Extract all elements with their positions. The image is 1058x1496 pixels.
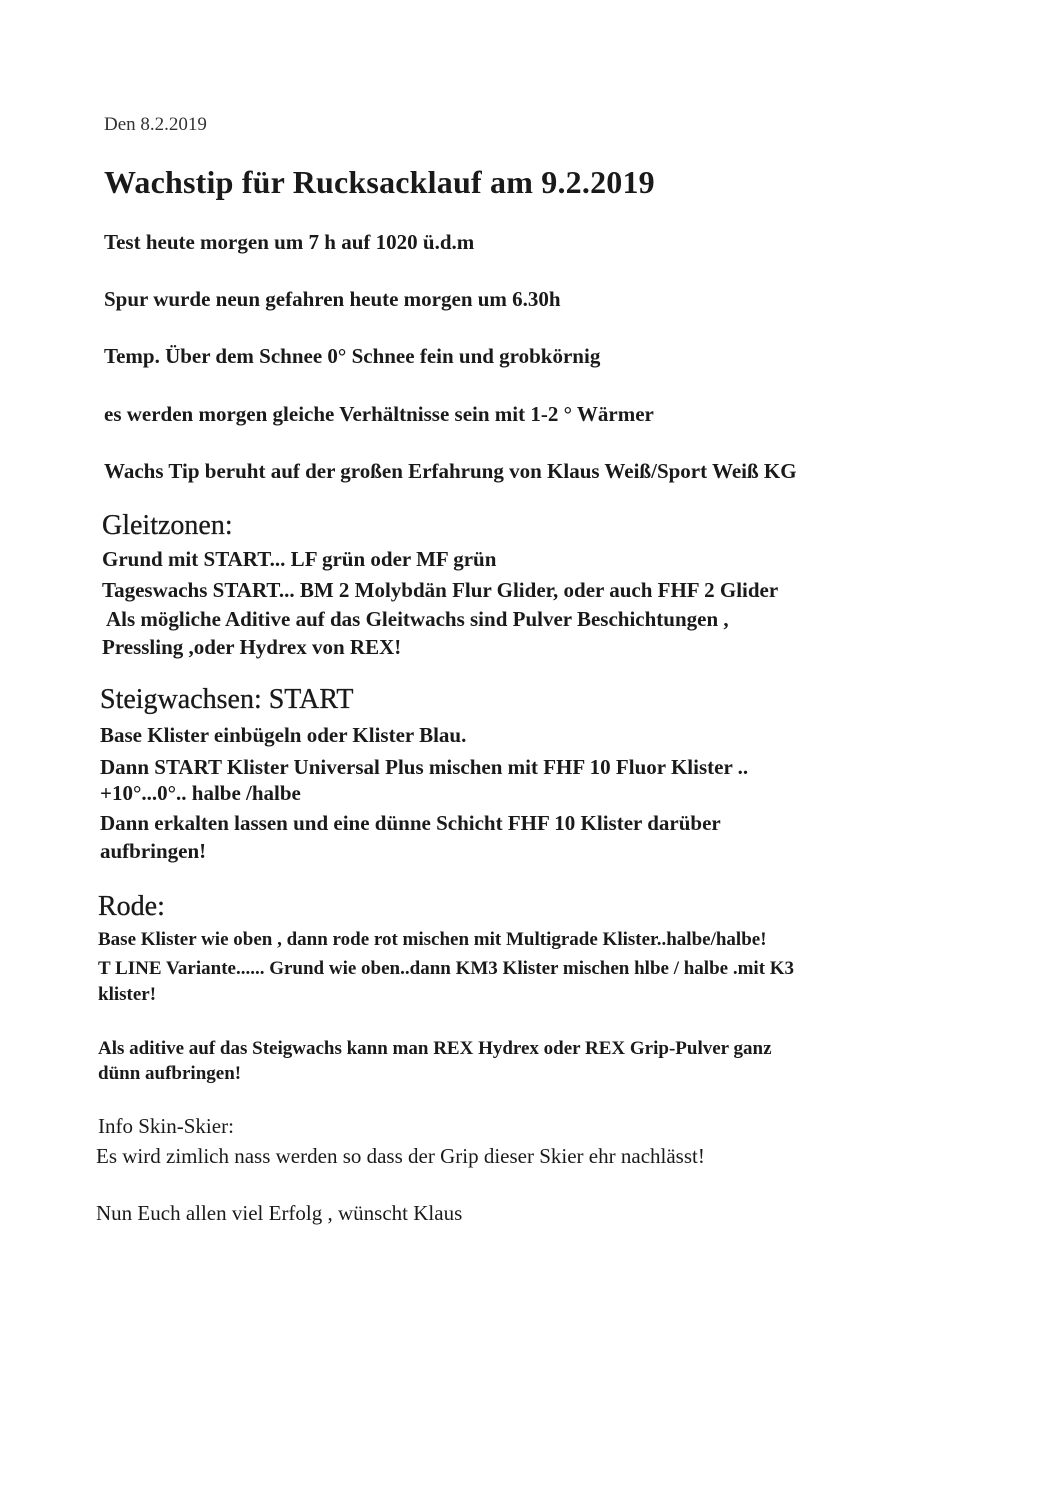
gleitzonen-line: Tageswachs START... BM 2 Molybdän Flur Glider, oder auch FHF 2 Glider bbox=[102, 578, 779, 602]
steigwachsen-line: aufbringen! bbox=[100, 839, 207, 863]
gleitzonen-line: Als mögliche Aditive auf das Gleitwachs sind Pulver Beschichtungen , bbox=[106, 607, 729, 631]
gleitzonen-line: Grund mit START... LF grün oder MF grün bbox=[102, 547, 497, 571]
intro-line: Temp. Über dem Schnee 0° Schnee fein und grobkörnig bbox=[104, 344, 601, 368]
intro-line: es werden morgen gleiche Verhältnisse sein mit 1-2 ° Wärmer bbox=[104, 402, 654, 426]
skin-line: Es wird zimlich nass werden so dass der Grip dieser Skier ehr nachlässt! bbox=[96, 1144, 705, 1168]
closing-line: Nun Euch allen viel Erfolg , wünscht Klaus bbox=[96, 1201, 463, 1225]
aditive-line: dünn aufbringen! bbox=[98, 1063, 242, 1084]
rode-heading: Rode: bbox=[98, 891, 165, 922]
steigwachsen-heading: Steigwachsen: START bbox=[100, 684, 354, 715]
steigwachsen-line: Dann START Klister Universal Plus mischen mit FHF 10 Fluor Klister .. bbox=[100, 755, 749, 779]
intro-line: Spur wurde neun gefahren heute morgen um 6.30h bbox=[104, 287, 561, 311]
intro-line: Wachs Tip beruht auf der großen Erfahrung von Klaus Weiß/Sport Weiß KG bbox=[104, 459, 797, 483]
intro-line: Test heute morgen um 7 h auf 1020 ü.d.m bbox=[104, 230, 475, 254]
rode-line: Base Klister wie oben , dann rode rot mischen mit Multigrade Klister..halbe/halbe! bbox=[98, 929, 767, 950]
skin-heading: Info Skin-Skier: bbox=[98, 1114, 234, 1138]
aditive-line: Als aditive auf das Steigwachs kann man REX Hydrex oder REX Grip-Pulver ganz bbox=[98, 1038, 772, 1059]
rode-line: T LINE Variante...... Grund wie oben..dann KM3 Klister mischen hlbe / halbe .mit K3 bbox=[98, 958, 795, 979]
steigwachsen-line: Dann erkalten lassen und eine dünne Schicht FHF 10 Klister darüber bbox=[100, 811, 721, 835]
steigwachsen-line: Base Klister einbügeln oder Klister Blau. bbox=[100, 723, 467, 747]
document-title: Wachstip für Rucksacklauf am 9.2.2019 bbox=[104, 164, 655, 200]
document-date: Den 8.2.2019 bbox=[104, 114, 207, 135]
steigwachsen-line: +10°...0°.. halbe /halbe bbox=[100, 781, 301, 805]
gleitzonen-line: Pressling ,oder Hydrex von REX! bbox=[102, 635, 402, 659]
rode-line: klister! bbox=[98, 984, 157, 1005]
gleitzonen-heading: Gleitzonen: bbox=[102, 510, 233, 541]
